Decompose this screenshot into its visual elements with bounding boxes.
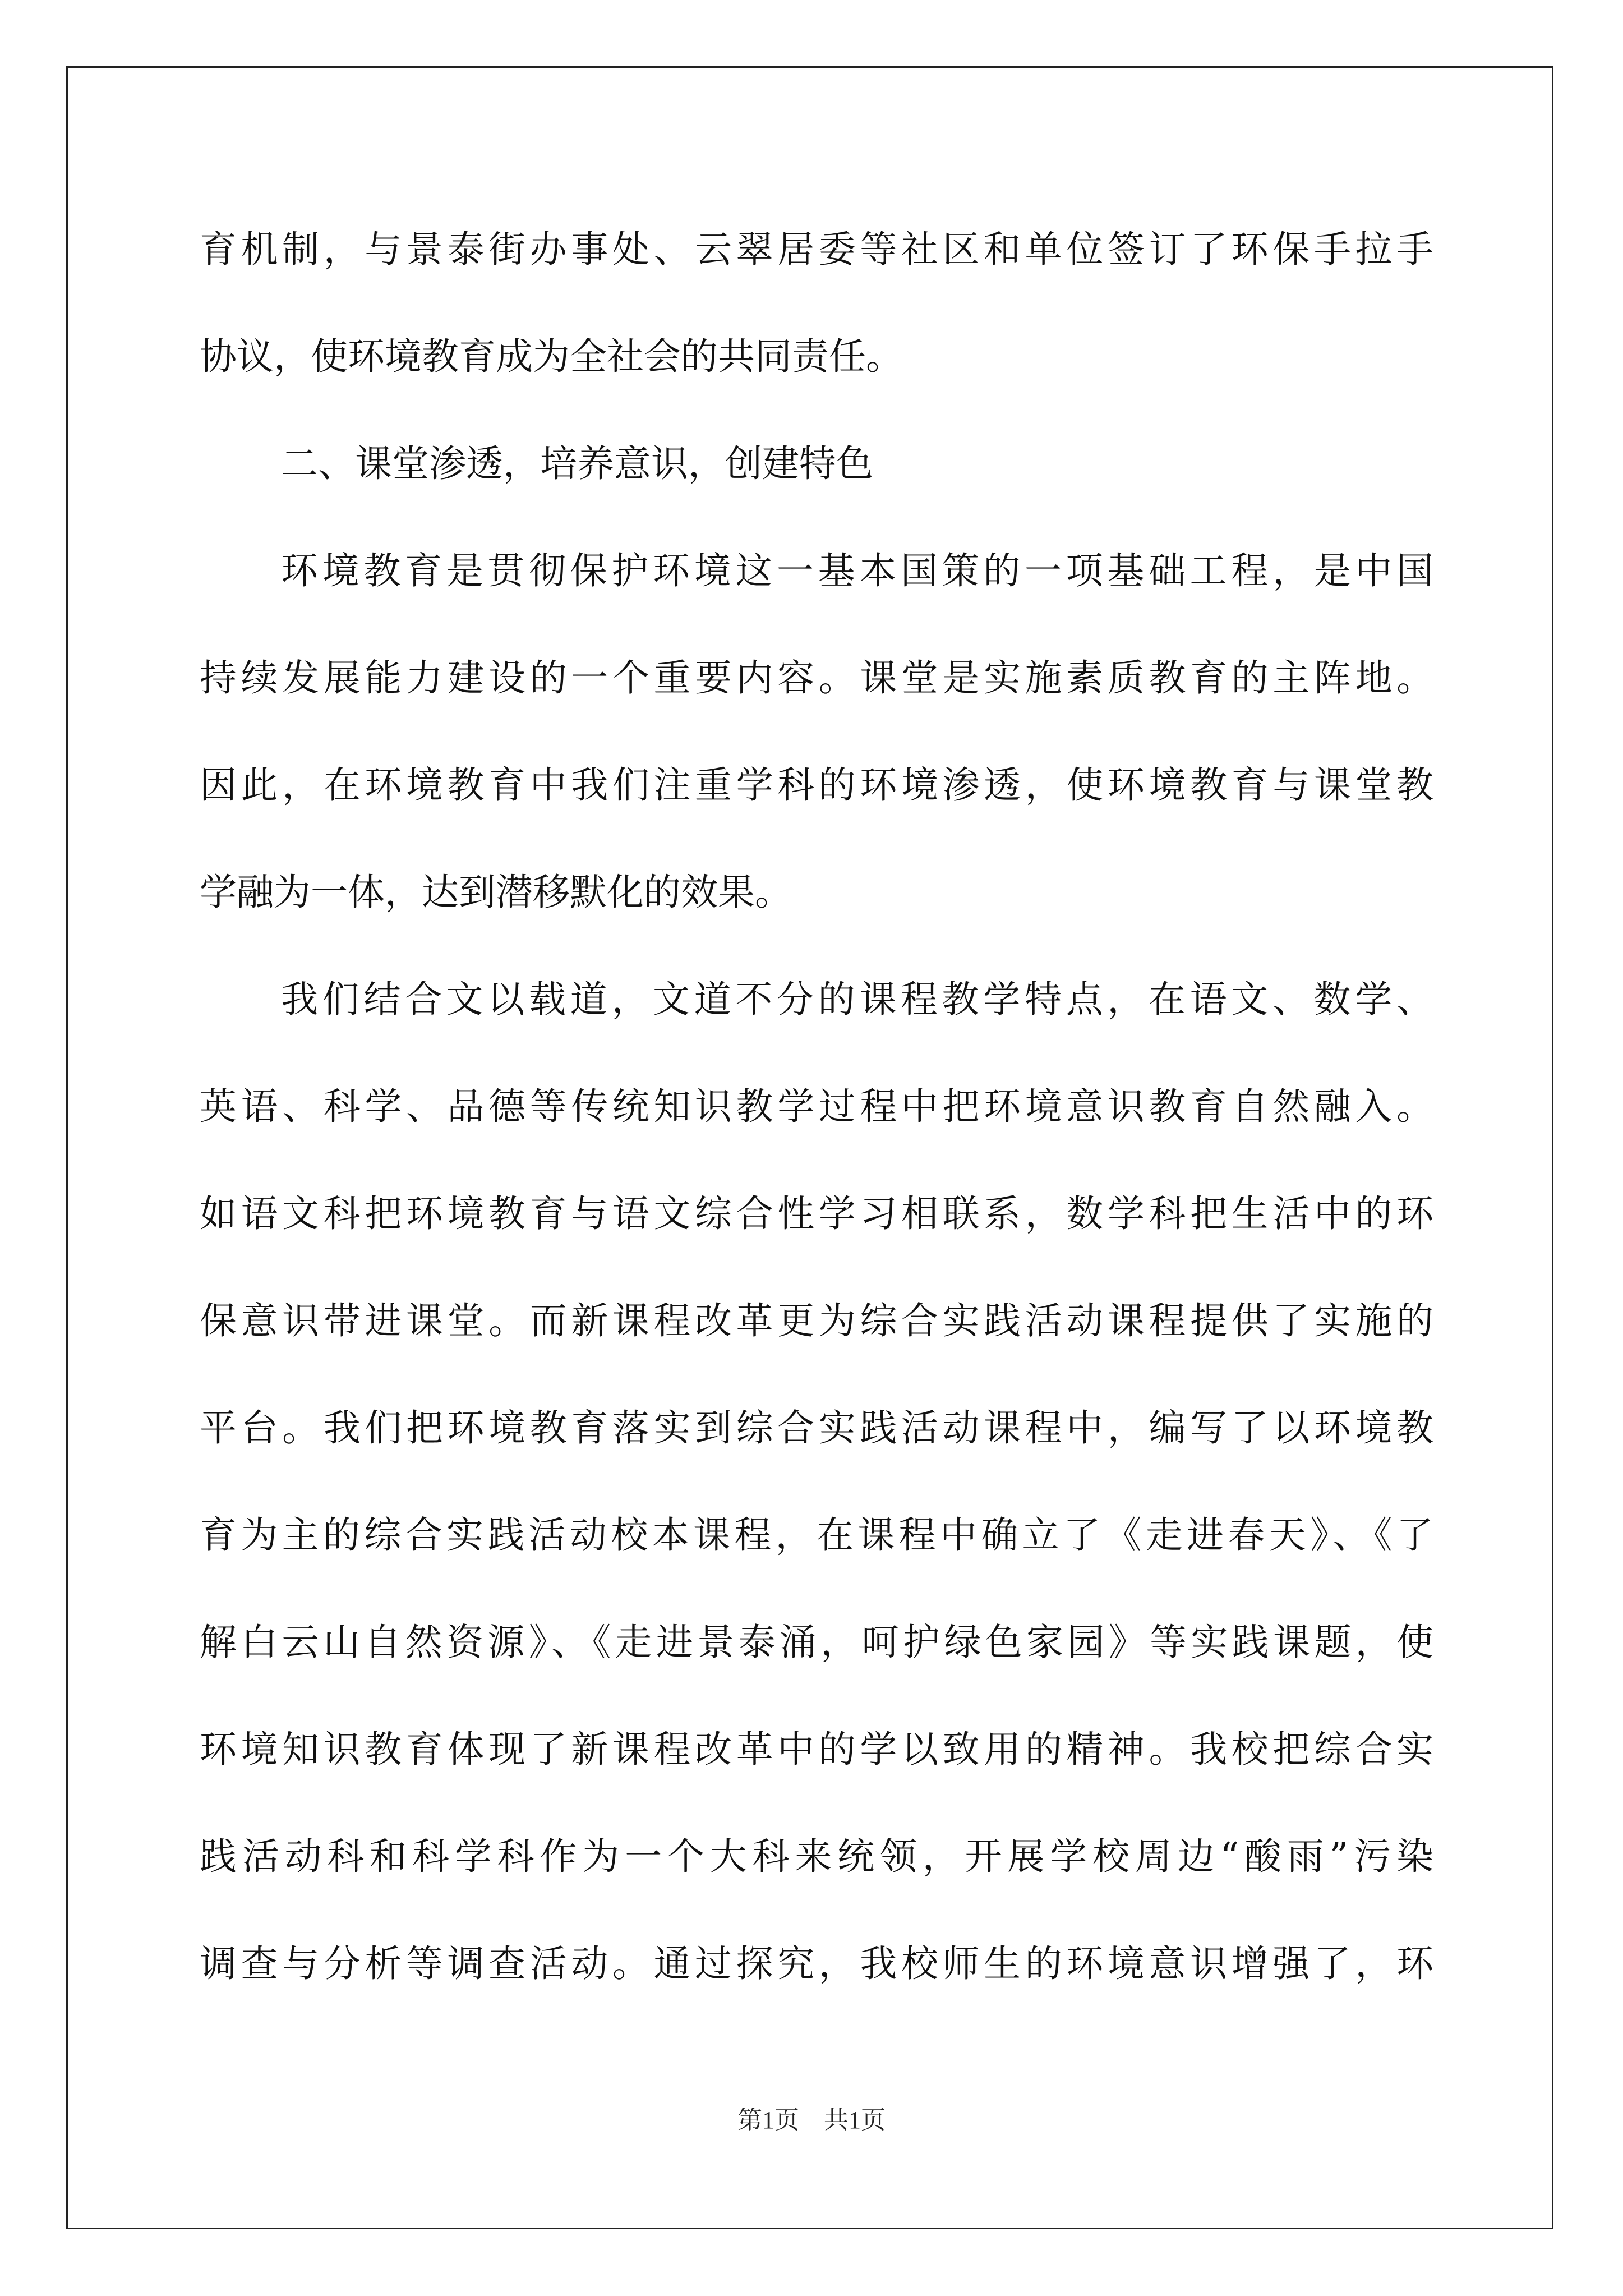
document-body <box>200 219 1433 2040</box>
paragraph-line: 平台。我们把环境教育落实到综合实践活动课程中，编写了以环境教 <box>200 1406 1433 1450</box>
section-heading: 二、课堂渗透，培养意识，创建特色 <box>281 442 873 485</box>
paragraph-line: 育机制，与景泰街办事处、云翠居委等社区和单位签订了环保手拉手 <box>200 228 1433 271</box>
paragraph-line: 环境知识教育体现了新课程改革中的学以致用的精神。我校把综合实 <box>200 1728 1433 1771</box>
paragraph-line: 调查与分析等调查活动。通过探究，我校师生的环境意识增强了，环 <box>200 1942 1433 1985</box>
page-number: 第1页 共1页 <box>737 2106 886 2134</box>
paragraph-line: 我们结合文以载道，文道不分的课程教学特点，在语文、数学、 <box>281 978 1433 1021</box>
paragraph-line: 保意识带进课堂。而新课程改革更为综合实践活动课程提供了实施的 <box>200 1299 1433 1342</box>
paragraph-line: 育为主的综合实践活动校本课程，在课程中确立了《走进春天》、《了 <box>200 1513 1433 1557</box>
paragraph-line: 践活动科和科学科作为一个大科来统领，开展学校周边“酸雨”污染 <box>200 1835 1433 1878</box>
paragraph-line: 如语文科把环境教育与语文综合性学习相联系，数学科把生活中的环 <box>200 1192 1433 1235</box>
paragraph-line: 环境教育是贯彻保护环境这一基本国策的一项基础工程，是中国 <box>281 549 1433 592</box>
paragraph-line: 协议，使环境教育成为全社会的共同责任。 <box>200 335 903 378</box>
paragraph-line: 因此，在环境教育中我们注重学科的环境渗透，使环境教育与课堂教 <box>200 763 1433 807</box>
paragraph-line: 解白云山自然资源》、《走进景泰涌，呵护绿色家园》等实践课题，使 <box>200 1621 1433 1664</box>
paragraph-line: 学融为一体，达到潜移默化的效果。 <box>200 871 792 914</box>
paragraph-line: 英语、科学、品德等传统知识教学过程中把环境意识教育自然融入。 <box>200 1085 1433 1128</box>
paragraph-line: 持续发展能力建设的一个重要内容。课堂是实施素质教育的主阵地。 <box>200 656 1433 700</box>
